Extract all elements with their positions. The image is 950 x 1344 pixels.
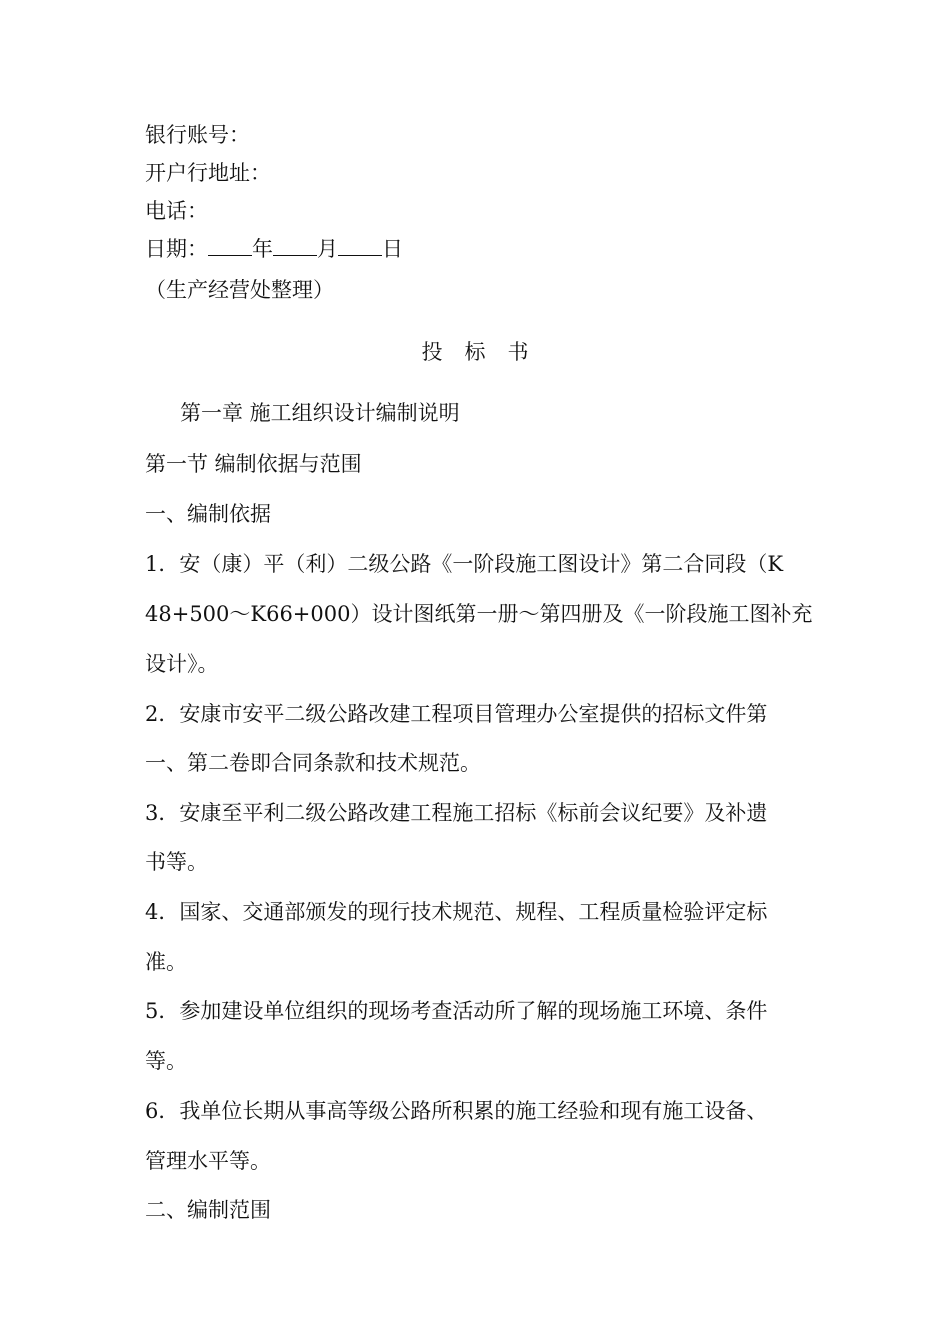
body-line: 6．我单位长期从事高等级公路所积累的施工经验和现有施工设备、 xyxy=(145,1099,768,1123)
date-day-blank xyxy=(338,237,382,256)
bank-address-label: 开户行地址： xyxy=(145,161,271,185)
body-line: 书等。 xyxy=(145,850,208,874)
compiled-by-note: （生产经营处整理） xyxy=(145,278,334,302)
body-line: 管理水平等。 xyxy=(145,1149,271,1173)
date-label: 日期： xyxy=(145,237,208,261)
date-day-label: 日 xyxy=(382,237,403,261)
chapter-title: 第一章 施工组织设计编制说明 xyxy=(180,401,460,425)
section-title: 第一节 编制依据与范围 xyxy=(145,452,362,476)
body-line: 3．安康至平利二级公路改建工程施工招标《标前会议纪要》及补遗 xyxy=(145,801,768,825)
date-year-blank xyxy=(208,237,252,256)
body-line: 5．参加建设单位组织的现场考查活动所了解的现场施工环境、条件 xyxy=(145,999,768,1023)
body-line: 设计》。 xyxy=(145,652,219,676)
body-line: 准。 xyxy=(145,950,187,974)
phone-label: 电话： xyxy=(145,199,208,223)
subsection-basis-title: 一、编制依据 xyxy=(145,502,271,526)
body-line: 一、第二卷即合同条款和技术规范。 xyxy=(145,751,481,775)
date-line xyxy=(145,235,403,263)
date-year-label: 年 xyxy=(252,237,273,261)
date-month-label: 月 xyxy=(317,237,338,261)
body-line: 48+500～K66+000）设计图纸第一册～第四册及《一阶段施工图补充 xyxy=(145,602,813,626)
subsection-scope-title: 二、编制范围 xyxy=(145,1198,271,1222)
body-line: 1．安（康）平（利）二级公路《一阶段施工图设计》第二合同段（K xyxy=(145,552,784,576)
body-line: 等。 xyxy=(145,1049,187,1073)
bank-account-label: 银行账号： xyxy=(145,123,250,147)
date-month-blank xyxy=(273,237,317,256)
document-title: 投标书 xyxy=(421,340,551,364)
body-line: 4．国家、交通部颁发的现行技术规范、规程、工程质量检验评定标 xyxy=(145,900,768,924)
body-line: 2．安康市安平二级公路改建工程项目管理办公室提供的招标文件第 xyxy=(145,702,768,726)
